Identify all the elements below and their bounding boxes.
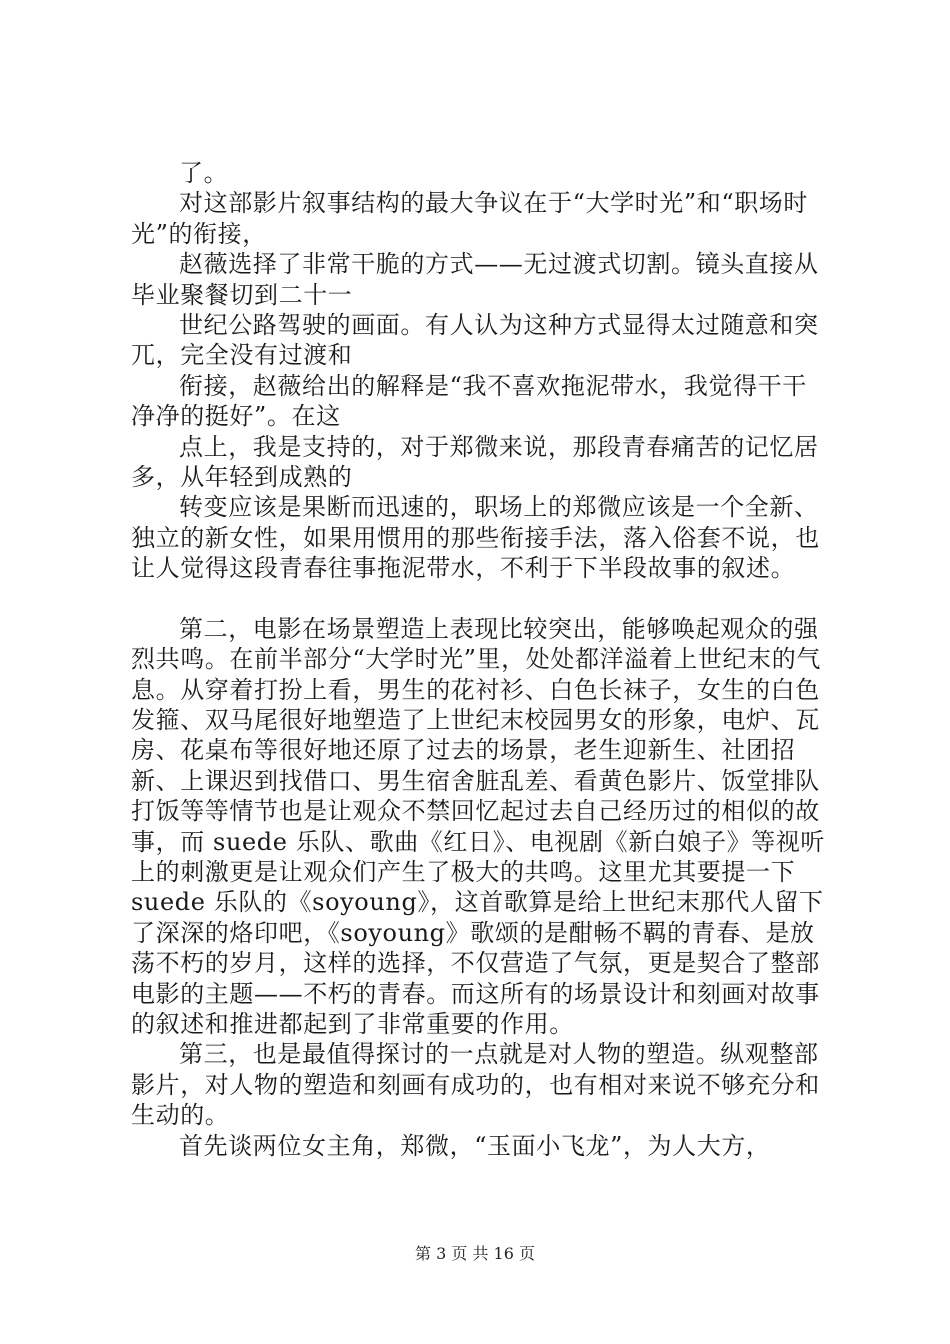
paragraph: 第二，电影在场景塑造上表现比较突出，能够唤起观众的强烈共鸣。在前半部分“大学时光”里，处处都洋溢着上世纪末的气息。从穿着打扮上看，男生的花衬衫、白色长袜子，女生的白色发箍、双马尾很好地塑造了上世纪末校园男女的形象，电炉、瓦房、花桌布等很好地还原了过去的场景，老生迎新生、社团招新、上课迟到找借口、男生宿舍脏乱差、看黄色影片、饭堂排队打饭等等情节也是让观众不禁回忆起过去自己经历过的相似的故事，而 suede 乐队、歌曲《红日》、电视剧《新白娘子》等视听上的刺激更是让观众们产生了极大的共鸣。这里尤其要提一下 suede 乐队的《soyoung》，这首歌算是给上世纪末那代人留下了深深的烙印吧，《soyoung》歌颂的是酣畅不羁的青春、是放荡不朽的岁月，这样的选择，不仅营造了气氛，更是契合了整部电影的主题——不朽的青春。而这所有的场景设计和刻画对故事的叙述和推进都起到了非常重要的作用。 xyxy=(131,614,825,1038)
paragraph: 首先谈两位女主角，郑微，“玉面小飞龙”，为人大方， xyxy=(179,1131,771,1160)
body-text xyxy=(131,158,831,1161)
paragraph: 衔接，赵薇给出的解释是“我不喜欢拖泥带水，我觉得干干净净的挺好”。在这 xyxy=(131,371,807,431)
paragraph: 世纪公路驾驶的画面。有人认为这种方式显得太过随意和突兀，完全没有过渡和 xyxy=(131,311,819,370)
paragraph: 第三，也是最值得探讨的一点就是对人物的塑造。纵观整部影片，对人物的塑造和刻画有成功的，也有相对来说不够充分和生动的。 xyxy=(131,1040,820,1130)
page-footer: 第 3 页 共 16 页 xyxy=(415,1244,535,1263)
paragraph: 点上，我是支持的，对于郑微来说，那段青春痛苦的记忆居多，从年轻到成熟的 xyxy=(131,432,819,492)
paragraph: 对这部影片叙事结构的最大争议在于“大学时光”和“职场时光”的衔接， xyxy=(131,189,809,248)
paragraph-gap xyxy=(131,584,831,614)
paragraph: 赵薇选择了非常干脆的方式——无过渡式切割。镜头直接从毕业聚餐切到二十一 xyxy=(131,250,819,309)
paragraph: 了。 xyxy=(179,159,229,187)
paragraph: 转变应该是果断而迅速的，职场上的郑微应该是一个全新、独立的新女性，如果用惯用的那些衔接手法，落入俗套不说，也让人觉得这段青春往事拖泥带水，不利于下半段故事的叙述。 xyxy=(131,493,820,583)
